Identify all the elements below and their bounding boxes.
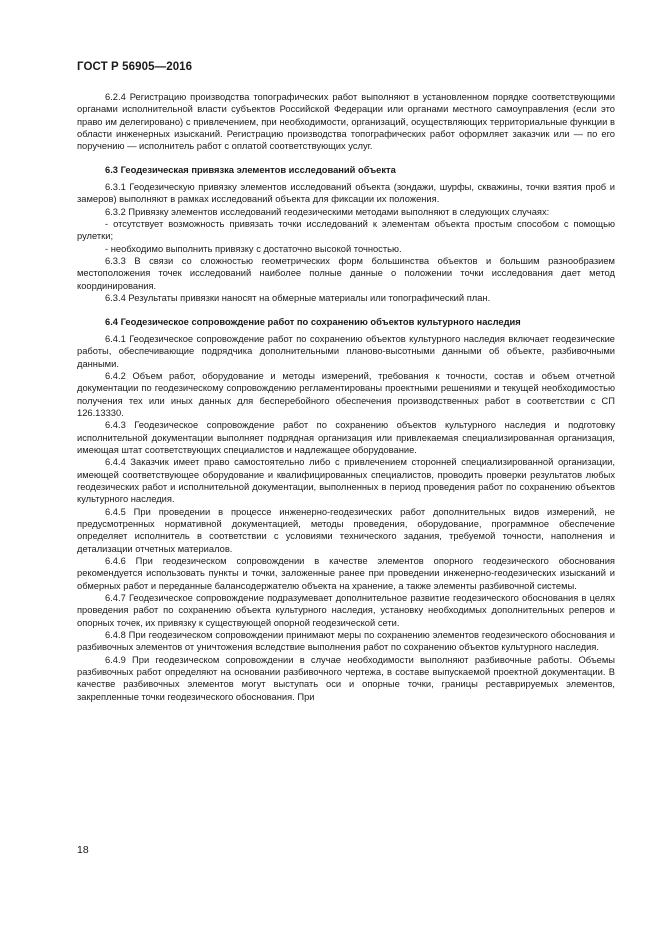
paragraph-6-3-2: 6.3.2 Привязку элементов исследований геодезическими методами выполняют в следующих случаях: [105, 206, 550, 217]
paragraph-6-4-1: 6.4.1 Геодезическое сопровождение работ по сохранению объектов культурного наследия включает геодезические работы, обеспечивающие подрядчика дополнительными планово-высотными данными об объекте, разбивочными данными. [77, 333, 615, 369]
paragraph-6-4-5: 6.4.5 При проведении в процессе инженерно-геодезических работ дополнительных видов измерений, не предусмотренных нормативной документацией, методы проведения, оборудование, программное обеспечение определяет исполнитель в соответствии с условиями технического задания, требуемой точности, наполнения и детализации отчетных материалов. [77, 506, 615, 554]
paragraph-6-3-3: 6.3.3 В связи со сложностью геометрических форм большинства объектов и большим разнообразием местоположения точек исследований наиболее полные данные о положении точки исследования дает метод координирования. [77, 256, 615, 291]
paragraph-6-4-8: 6.4.8 При геодезическом сопровождении принимают меры по сохранению элементов геодезического обоснования и разбивочных элементов от уничтожения вследствие выполнения работ по сохранению объектов культурного наследия. [77, 630, 615, 653]
paragraph-6-4-6: 6.4.6 При геодезическом сопровождении в качестве элементов опорного геодезического обоснования рекомендуется использовать пункты и точки, заложенные ранее при проведении инженерно-геодезических изысканий и обмерных работ и переданные балансодержателю объекта на хранение, а также элементы разбивочной системы. [77, 556, 615, 591]
section-heading-6-3: 6.3 Геодезическая привязка элементов исследований объекта [105, 164, 396, 175]
list-item: - необходимо выполнить привязку с достаточно высокой точностью. [105, 243, 402, 254]
paragraph-6-4-2: 6.4.2 Объем работ, оборудование и методы измерений, требования к точности, состав и объем отчетной документации по геодезическому сопровождению регламентированы проектными решениями и текущей необходимостью получения тех или иных данных для бесперебойного обеспечения производственных работ в соответствии с СП 126.13330. [77, 370, 615, 418]
paragraph-6-2-4: 6.2.4 Регистрацию производства топографических работ выполняют в установленном порядке соответствующими органами исполнительной власти субъектов Российской Федерации или органами местного самоуправления (если это право им делегировано) с привлечением, при необходимости, организаций, осуществляющих территориальные функции в области инженерных изысканий. Регистрацию производства топографических работ оформляет заказчик или — по его поручению — исполнитель работ с оплатой соответствующих услуг. [77, 92, 615, 152]
paragraph-6-3-1: 6.3.1 Геодезическую привязку элементов исследований объекта (зондажи, шурфы, скважины, точки взятия проб и замеров) выполняют в рамках исследований объекта для фиксации их положения. [77, 182, 615, 205]
section-heading-6-4: 6.4 Геодезическое сопровождение работ по сохранению объектов культурного наследия [105, 316, 521, 327]
document-body [77, 91, 615, 703]
page-number: 18 [77, 844, 89, 856]
list-item: - отсутствует возможность привязать точки исследований к элементам объекта простым способом с помощью рулетки; [77, 219, 615, 242]
paragraph-6-4-9: 6.4.9 При геодезическом сопровождении в случае необходимости выполняют разбивочные работы. Объемы разбивочных работ определяют на основании разбивочного чертежа, в составе выпускаемой проектной документации. В качестве разбивочных элементов могут выступать оси и опорные точки, границы реставрируемых элементов, закрепленные точки геодезического обоснования. При [77, 654, 615, 702]
document-header: ГОСТ Р 56905—2016 [77, 61, 193, 73]
paragraph-6-3-4: 6.3.4 Результаты привязки наносят на обмерные материалы или топографический план. [105, 293, 491, 304]
paragraph-6-4-4: 6.4.4 Заказчик имеет право самостоятельно либо с привлечением сторонней специализированной организации, имеющей соответствующее оборудование и квалифицированных специалистов, проводить проверки результатов любых геодезических работ и исполнительной документации, выполненных в период проведения работ по сохранению объектов культурного наследия. [77, 457, 615, 505]
paragraph-6-4-3: 6.4.3 Геодезическое сопровождение работ по сохранению объектов культурного наследия и подготовку исполнительной документации выполняет подрядная организация или привлекаемая специализированная организация, имеющая штат соответствующих специалистов и надлежащее оборудование. [77, 420, 615, 455]
paragraph-6-4-7: 6.4.7 Геодезическое сопровождение подразумевает дополнительное развитие геодезического обоснования в целях проведения работ по сохранению объекта культурного наследия, установку необходимых дополнительных реперов и опорных точек, их привязку к существующей опорной геодезической сети. [77, 593, 615, 628]
